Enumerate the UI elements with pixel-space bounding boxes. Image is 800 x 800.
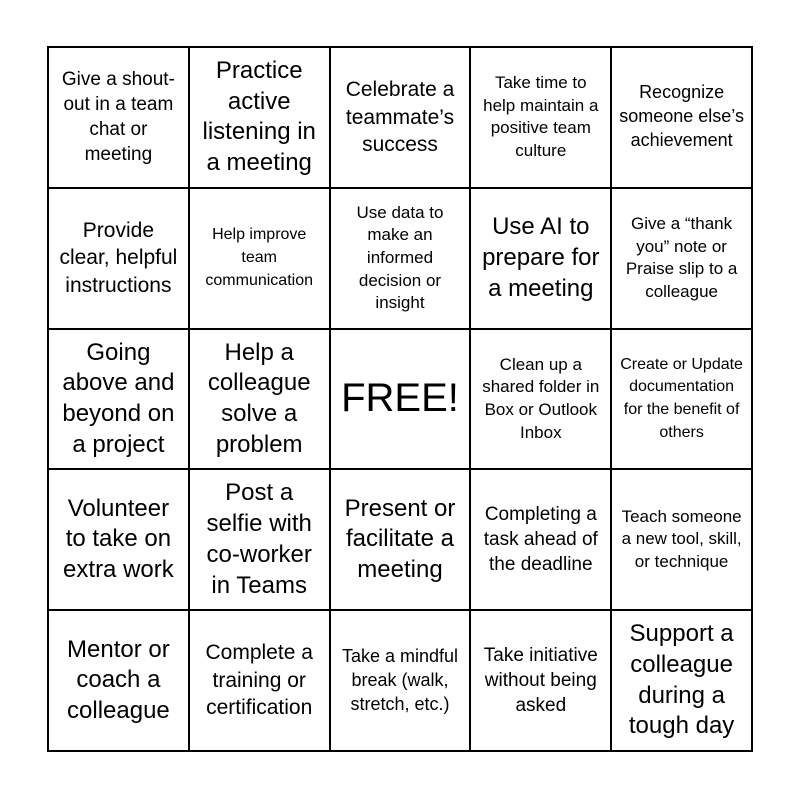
bingo-cell-5-2[interactable]: [189, 610, 330, 751]
bingo-cell-text: Take initiative without being asked: [483, 644, 598, 717]
bingo-cell-text: Support a colleague during a tough day: [628, 620, 735, 740]
bingo-cell-text: Post a selfie with co-worker in Teams: [206, 479, 312, 599]
bingo-cell-text: Going above and beyond on a project: [62, 338, 175, 458]
bingo-cell-3-1[interactable]: [48, 329, 189, 470]
bingo-cell-4-1[interactable]: [48, 469, 189, 610]
bingo-cell-5-5[interactable]: [611, 610, 752, 751]
bingo-cell-text: Help improve team communication: [205, 226, 313, 289]
bingo-cell-text: Give a “thank you” note or Praise slip to a colleague: [625, 213, 738, 301]
bingo-cell-2-4[interactable]: [470, 188, 611, 329]
bingo-cell-text: Recognize someone else’s achievement: [619, 82, 744, 151]
bingo-cell-text: Use AI to prepare for a meeting: [482, 213, 600, 302]
bingo-cell-2-3[interactable]: [330, 188, 471, 329]
bingo-cell-5-3[interactable]: [330, 610, 471, 751]
bingo-cell-text: Provide clear, helpful instructions: [59, 218, 178, 298]
bingo-cell-3-2[interactable]: [189, 329, 330, 470]
bingo-cell-text: Practice active listening in a meeting: [202, 56, 316, 177]
bingo-cell-2-1[interactable]: [48, 188, 189, 329]
bingo-cell-4-4[interactable]: [470, 469, 611, 610]
bingo-cell-text: Clean up a shared folder in Box or Outlook Inbox: [482, 354, 600, 442]
bingo-cell-text: Celebrate a teammate’s success: [345, 77, 455, 157]
bingo-cell-text: Volunteer to take on extra work: [63, 494, 174, 584]
bingo-cell-4-5[interactable]: [611, 469, 752, 610]
bingo-cell-text: Give a shout-out in a team chat or meeting: [61, 69, 175, 166]
bingo-cell-5-1[interactable]: [48, 610, 189, 751]
bingo-cell-1-3[interactable]: [330, 47, 471, 188]
bingo-cell-5-4[interactable]: [470, 610, 611, 751]
bingo-cell-4-3[interactable]: [330, 469, 471, 610]
bingo-cell-1-5[interactable]: [611, 47, 752, 188]
bingo-cell-text: Complete a training or certification: [205, 641, 313, 720]
bingo-cell-2-5[interactable]: [611, 188, 752, 329]
bingo-cell-1-2[interactable]: [189, 47, 330, 188]
bingo-cell-3-5[interactable]: [611, 329, 752, 470]
bingo-cell-3-4[interactable]: [470, 329, 611, 470]
bingo-cell-text: Take a mindful break (walk, stretch, etc.): [341, 645, 459, 714]
bingo-cell-text: Take time to help maintain a positive team culture: [483, 73, 599, 160]
bingo-cell-1-4[interactable]: [470, 47, 611, 188]
bingo-cell-text: Present or facilitate a meeting: [344, 494, 456, 584]
bingo-cell-text: Help a colleague solve a problem: [207, 338, 311, 458]
bingo-cell-text: Completing a task ahead of the deadline: [483, 504, 598, 576]
bingo-cell-1-1[interactable]: [48, 47, 189, 188]
free-space-text: FREE!: [341, 376, 459, 421]
bingo-cell-text: Mentor or coach a colleague: [67, 635, 170, 724]
bingo-cell-free[interactable]: [330, 329, 471, 470]
bingo-board: [47, 46, 753, 752]
bingo-cell-4-2[interactable]: [189, 469, 330, 610]
bingo-cell-text: Create or Update documentation for the benefit of others: [620, 355, 743, 441]
bingo-cell-text: Use data to make an informed decision or insight: [356, 202, 444, 313]
bingo-cell-text: Teach someone a new tool, skill, or technique: [621, 506, 742, 572]
bingo-cell-2-2[interactable]: [189, 188, 330, 329]
